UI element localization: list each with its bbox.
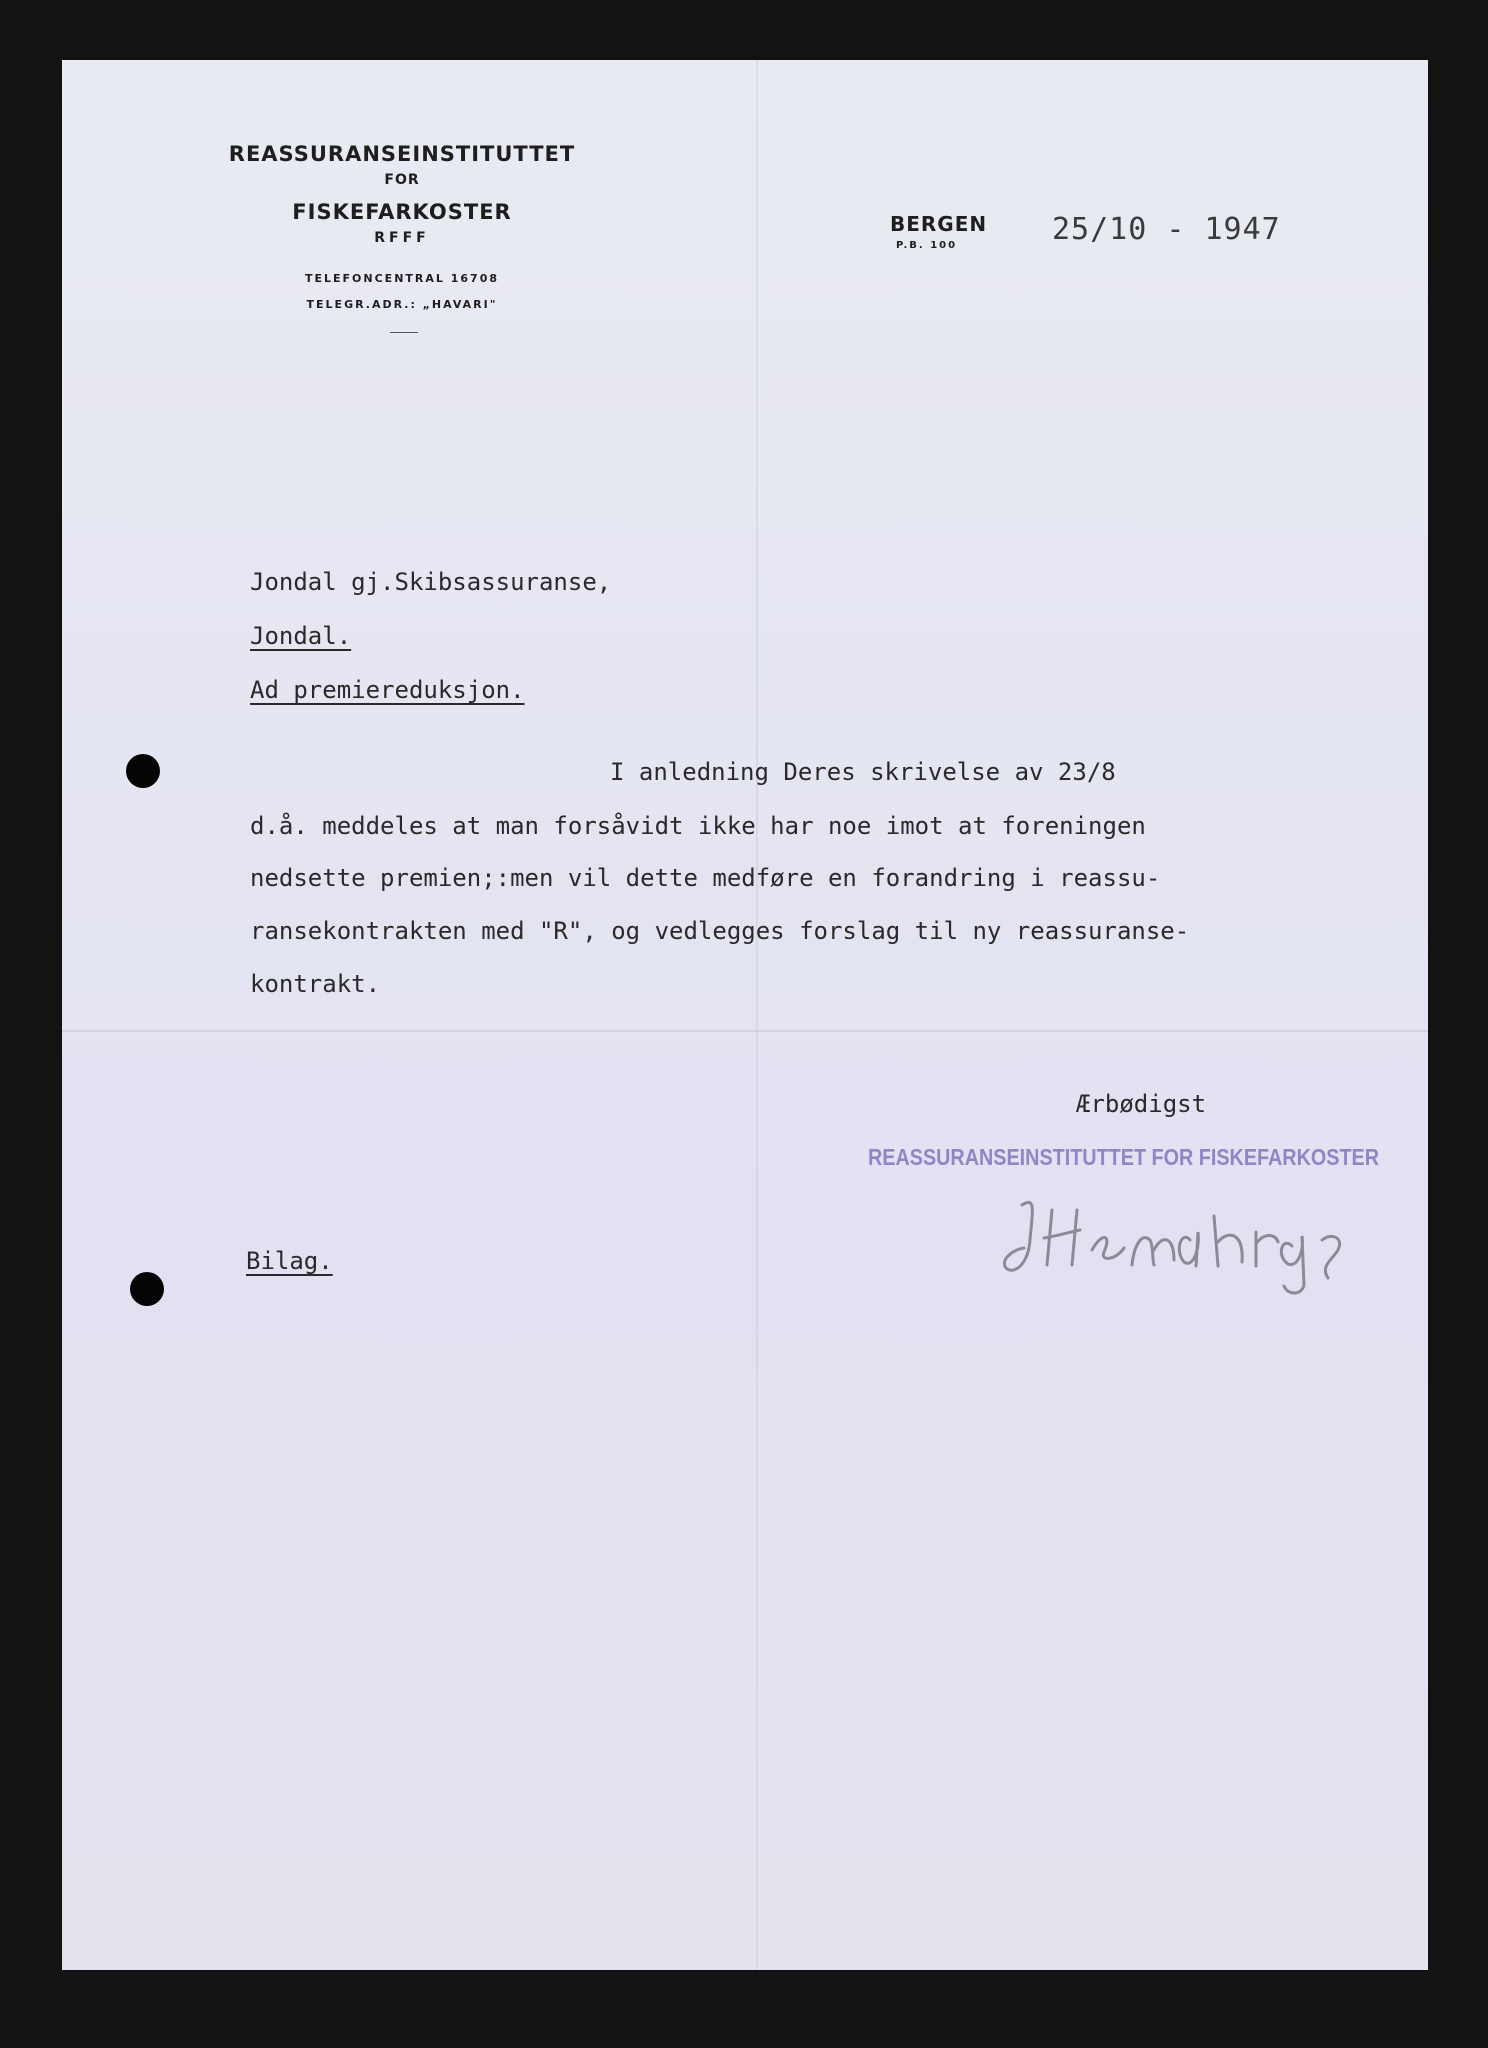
body-line-4: ransekontrakten med "R", og vedlegges forslag til ny reassuranse-	[250, 917, 1190, 945]
org-telegraph: TELEGR.ADR.: „HAVARI"	[306, 298, 498, 311]
org-name: REASSURANSEINSTITUTTET	[228, 142, 576, 166]
closing-text: Ærbødigst	[1076, 1090, 1207, 1118]
enclosure-note: Bilag.	[246, 1247, 333, 1275]
letter-date: 25/10 - 1947	[1052, 212, 1281, 247]
handwritten-signature	[992, 1170, 1412, 1300]
punch-hole-bottom	[130, 1272, 164, 1306]
org-name-for: FOR	[384, 172, 420, 188]
body-line-2: d.å. meddeles at man forsåvidt ikke har noe imot at foreningen	[250, 812, 1146, 840]
letterhead-rule	[390, 332, 418, 333]
letterhead-po-box: P.B. 100	[896, 240, 958, 251]
fold-line-horizontal	[62, 1030, 1428, 1032]
punch-hole-top	[126, 754, 160, 788]
recipient-place: Jondal.	[250, 622, 352, 650]
recipient-name: Jondal gj.Skibsassuranse,	[250, 568, 612, 596]
org-name-line3: FISKEFARKOSTER	[292, 200, 512, 224]
org-phone: TELEFONCENTRAL 16708	[305, 272, 499, 285]
letter-page	[62, 60, 1428, 1970]
fold-line-vertical	[756, 60, 758, 1970]
company-stamp: REASSURANSEINSTITUTTET FOR FISKEFARKOSTER	[868, 1144, 1380, 1170]
org-abbreviation: RFFF	[374, 230, 430, 246]
subject-line: Ad premiereduksjon.	[250, 676, 525, 704]
body-line-1: I anledning Deres skrivelse av 23/8	[610, 758, 1116, 786]
body-line-3: nedsette premien;:men vil dette medføre en forandring i reassu-	[250, 864, 1161, 892]
letterhead-city: BERGEN	[890, 212, 988, 236]
body-line-5: kontrakt.	[250, 970, 381, 998]
